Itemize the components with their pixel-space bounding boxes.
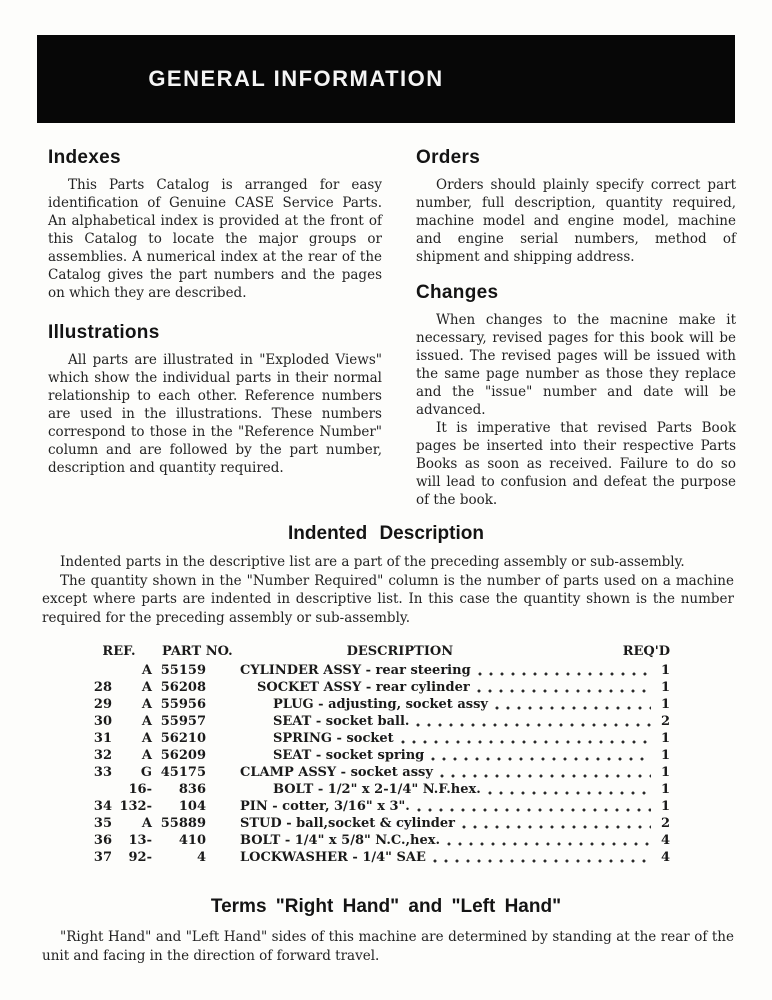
cell-ref: 29 (93, 697, 112, 712)
section-orders (416, 147, 736, 266)
table-row (86, 849, 670, 866)
cell-description: PLUG - adjusting, socket assy (240, 696, 654, 713)
indexes-heading: Indexes (48, 147, 121, 168)
cell-reqd: 4 (660, 850, 670, 865)
dot-leader (462, 824, 651, 830)
cell-ref: 33 (93, 765, 112, 780)
table-row (86, 696, 670, 713)
cell-part-number: 56210 (160, 731, 206, 746)
section-terms (0, 896, 772, 965)
cell-part-number: 55889 (160, 816, 206, 831)
dot-leader (401, 739, 651, 745)
right-column (416, 147, 736, 509)
cell-part-prefix: A (141, 697, 152, 712)
cell-ref: 28 (93, 680, 112, 695)
table-row (86, 662, 670, 679)
header-ref: REF. (102, 644, 136, 659)
section-changes (416, 282, 736, 509)
cell-reqd: 2 (660, 816, 670, 831)
cell-reqd: 1 (660, 731, 670, 746)
parts-table (86, 643, 670, 866)
cell-part-number: 55159 (160, 663, 206, 678)
dot-leader (431, 756, 651, 762)
table-row (86, 832, 670, 849)
dot-leader (417, 807, 651, 813)
cell-part-number: 56208 (160, 680, 206, 695)
parts-table-rows (86, 662, 670, 866)
cell-ref: 36 (93, 833, 112, 848)
cell-reqd: 1 (660, 748, 670, 763)
indented-description-paragraph-1: Indented parts in the descriptive list are a part of the preceding assembly or sub-assembly. (60, 554, 685, 570)
cell-part-prefix: A (141, 748, 152, 763)
cell-description: SOCKET ASSY - rear cylinder (240, 679, 654, 696)
dot-leader (488, 790, 651, 796)
left-column (48, 147, 382, 509)
table-row (86, 781, 670, 798)
changes-paragraph-1: When changes to the macnine make it necessary, revised pages for this book will be issued. The revised pages will be issued with the same page number as those they replace and the "issue" number and date will be advanced. (416, 312, 736, 418)
cell-description: SEAT - socket ball. (240, 713, 654, 730)
cell-part-number: 55957 (160, 714, 206, 729)
changes-heading: Changes (416, 282, 499, 303)
cell-reqd: 1 (660, 697, 670, 712)
cell-reqd: 1 (660, 765, 670, 780)
cell-ref: 37 (93, 850, 112, 865)
two-column-area (48, 147, 736, 509)
cell-part-prefix: A (141, 816, 152, 831)
cell-part-prefix: G (140, 765, 152, 780)
cell-reqd: 1 (660, 680, 670, 695)
dot-leader (440, 773, 651, 779)
cell-part-number: 836 (178, 782, 206, 797)
cell-reqd: 1 (660, 782, 670, 797)
indexes-body: This Parts Catalog is arranged for easy identification of Genuine CASE Service Parts. An alphabetical index is provided at the front of this Catalog to locate the major groups or assemblies. A numerical index at the rear of the Catalog gives the part numbers and the pages on which they are described. (48, 177, 382, 301)
cell-reqd: 4 (660, 833, 670, 848)
table-row (86, 764, 670, 781)
dot-leader (447, 841, 651, 847)
table-row (86, 679, 670, 696)
section-illustrations (48, 322, 382, 477)
orders-body: Orders should plainly specify correct part number, full description, quantity required, machine model and engine model, machine and engine serial numbers, method of shipment and shipping address. (416, 177, 736, 265)
dot-leader (477, 688, 651, 694)
table-row (86, 815, 670, 832)
cell-description: STUD - ball,socket & cylinder (240, 815, 654, 832)
cell-part-number: 104 (178, 799, 206, 814)
cell-part-number: 56209 (160, 748, 206, 763)
illustrations-heading: Illustrations (48, 322, 160, 343)
changes-paragraph-2: It is imperative that revised Parts Book pages be inserted into their respective Parts Books as soon as received. Failure to do so will lead to confusion and defeat the purpose of the book. (416, 420, 736, 508)
cell-ref: 32 (93, 748, 112, 763)
cell-part-number: 410 (178, 833, 206, 848)
parts-table-header-row (86, 643, 670, 660)
cell-part-prefix: 16- (128, 782, 152, 797)
section-indexes (48, 147, 382, 302)
indented-description-heading: Indented Description (288, 523, 484, 544)
cell-description: PIN - cotter, 3/16" x 3". (240, 798, 654, 815)
cell-part-number: 55956 (160, 697, 206, 712)
cell-part-prefix: 132- (119, 799, 152, 814)
cell-reqd: 2 (660, 714, 670, 729)
page-title: GENERAL INFORMATION (148, 66, 444, 91)
section-indented-description (0, 523, 772, 627)
cell-ref: 35 (93, 816, 112, 831)
cell-part-number: 4 (196, 850, 206, 865)
cell-ref: 34 (93, 799, 112, 814)
orders-heading: Orders (416, 147, 481, 168)
cell-part-prefix: A (141, 680, 152, 695)
dot-leader (433, 858, 651, 864)
indented-description-paragraph-2: The quantity shown in the "Number Required" column is the number of parts used on a machine except where parts are indented in descriptive list. In this case the quantity shown is the number required for the preceding assembly or sub-assembly. (42, 572, 734, 626)
cell-part-prefix: A (141, 731, 152, 746)
cell-description: LOCKWASHER - 1/4" SAE (240, 849, 654, 866)
dot-leader (495, 705, 651, 711)
illustrations-body: All parts are illustrated in "Exploded Views" which show the individual parts in their normal relationship to each other. Reference numbers are used in the illustrations. These numbers correspond to those in the "Reference Number" column and are followed by the part number, description and quantity required. (48, 352, 382, 476)
cell-part-number: 45175 (160, 765, 206, 780)
terms-heading: Terms "Right Hand" and "Left Hand" (210, 896, 562, 917)
table-row (86, 713, 670, 730)
cell-description: BOLT - 1/4" x 5/8" N.C.,hex. (240, 832, 654, 849)
table-row (86, 747, 670, 764)
cell-description: CYLINDER ASSY - rear steering (240, 662, 654, 679)
page-banner (37, 35, 735, 123)
cell-ref: 30 (93, 714, 112, 729)
cell-description: SEAT - socket spring (240, 747, 654, 764)
cell-description: BOLT - 1/2" x 2-1/4" N.F.hex. (240, 781, 654, 798)
dot-leader (416, 722, 651, 728)
cell-part-prefix: A (141, 663, 152, 678)
header-reqd: REQ'D (622, 644, 670, 659)
cell-part-prefix: A (141, 714, 152, 729)
cell-part-prefix: 92- (128, 850, 152, 865)
header-part-no: PART NO. (162, 644, 233, 659)
terms-body: "Right Hand" and "Left Hand" sides of this machine are determined by standing at the rear of the unit and facing in the direction of forward travel. (42, 929, 734, 964)
cell-description: SPRING - socket (240, 730, 654, 747)
cell-reqd: 1 (660, 663, 670, 678)
header-description: DESCRIPTION (346, 644, 454, 659)
cell-description: CLAMP ASSY - socket assy (240, 764, 654, 781)
table-row (86, 730, 670, 747)
cell-reqd: 1 (660, 799, 670, 814)
table-row (86, 798, 670, 815)
cell-ref: 31 (93, 731, 112, 746)
dot-leader (478, 671, 651, 677)
cell-part-prefix: 13- (128, 833, 152, 848)
